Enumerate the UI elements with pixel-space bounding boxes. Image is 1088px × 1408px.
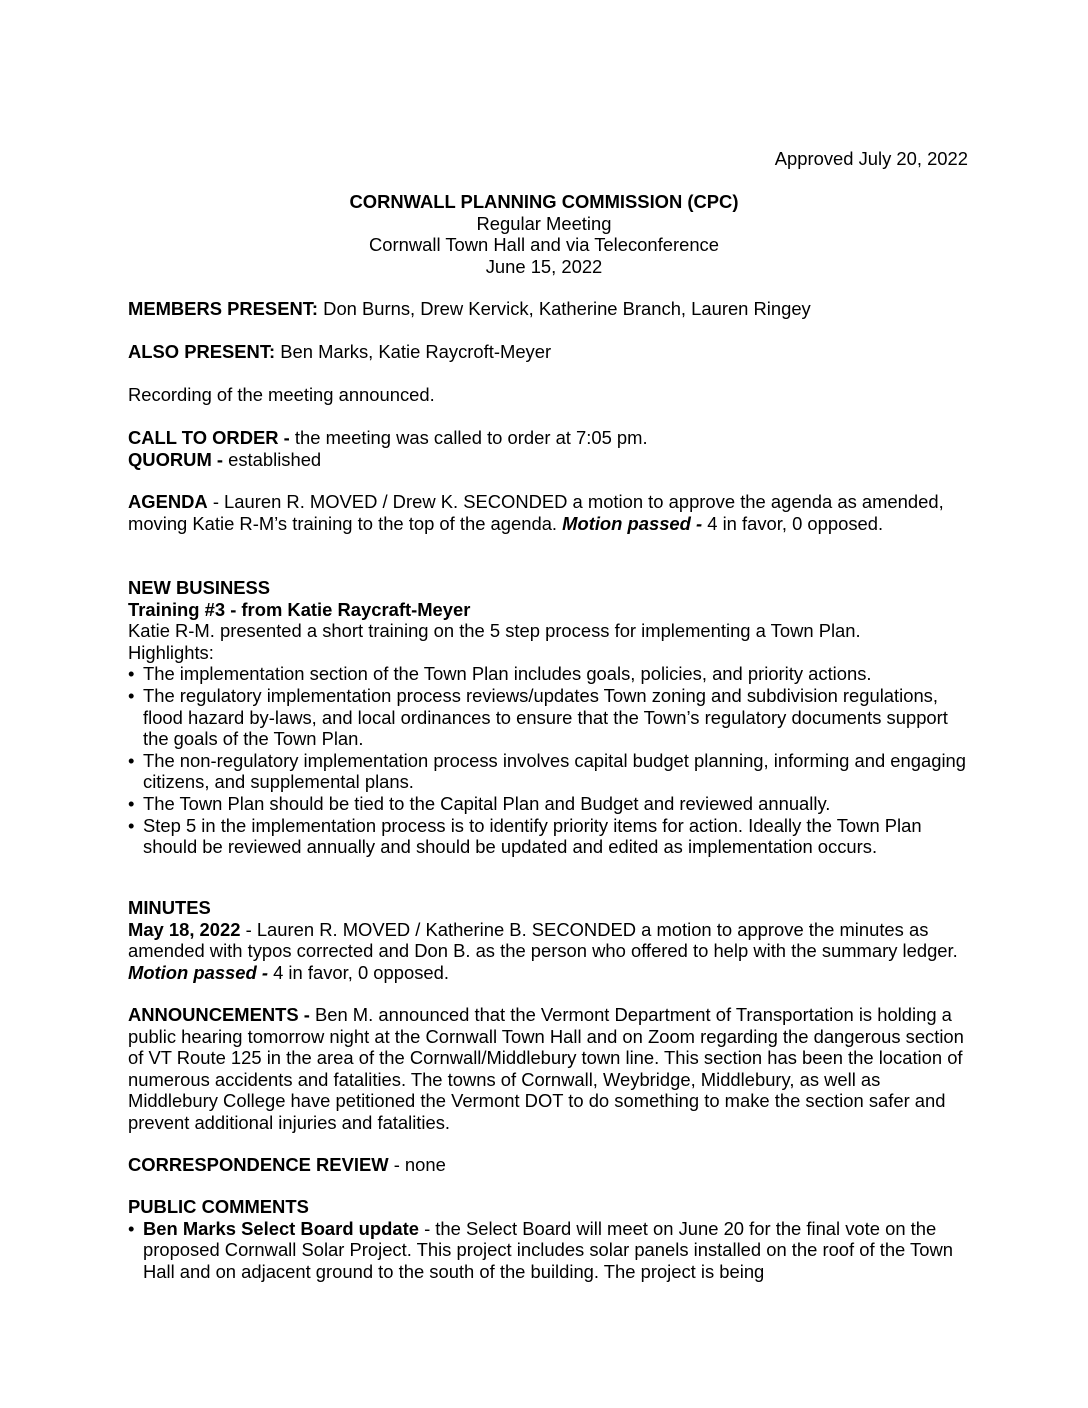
correspondence-label: CORRESPONDENCE REVIEW	[128, 1154, 389, 1175]
minutes-section	[128, 897, 968, 983]
minutes-result: 4 in favor, 0 opposed.	[267, 961, 449, 983]
minutes-date: May 18, 2022	[128, 918, 241, 940]
correspondence-section	[128, 1154, 968, 1176]
call-to-order-text: the meeting was called to order at 7:05 pm.	[289, 427, 648, 448]
training-intro: Katie R-M. presented a short training on the 5 step process for implementing a Town Plan.	[128, 620, 861, 642]
meeting-date: June 15, 2022	[485, 255, 603, 277]
new-business-heading: NEW BUSINESS	[128, 577, 271, 598]
new-business-section	[128, 577, 968, 858]
list-item: • The regulatory implementation process reviews/updates Town zoning and subdivision regulations, flood hazard by-laws, and local ordinances to ensure that the Town’s regulatory documents support the goals of the Town Plan.	[128, 685, 968, 750]
agenda-result: 4 in favor, 0 opposed.	[702, 512, 884, 534]
minutes-text	[128, 919, 968, 984]
quorum	[128, 449, 968, 471]
approval-note: Approved July 20, 2022	[774, 148, 968, 169]
agenda-section	[128, 491, 958, 534]
recording-note: Recording of the meeting announced.	[128, 384, 435, 405]
members-present-label: MEMBERS PRESENT:	[128, 298, 319, 319]
call-to-order	[128, 427, 968, 449]
also-present	[128, 341, 968, 363]
public-comments-list	[128, 1218, 968, 1283]
meeting-location: Cornwall Town Hall and via Teleconference	[369, 234, 719, 256]
agenda-motion: Motion passed -	[562, 512, 703, 534]
highlights-label: Highlights:	[128, 641, 214, 663]
minutes-body: - Lauren R. MOVED / Katherine B. SECONDED a motion to approve the minutes as amended with typos corrected and Don B. as the person who offered to help with the summary ledger.	[128, 918, 958, 962]
members-present	[128, 298, 968, 320]
also-present-text: Ben Marks, Katie Raycroft-Meyer	[275, 341, 552, 362]
members-present-text: Don Burns, Drew Kervick, Katherine Branch, Lauren Ringey	[318, 298, 811, 319]
public-comments-section	[128, 1196, 968, 1282]
agenda-text: - Lauren R. MOVED / Drew K. SECONDED a motion to approve the agenda as amended, moving Katie R-M’s training to the top of the agenda.	[128, 491, 944, 534]
public-comments-heading: PUBLIC COMMENTS	[128, 1196, 309, 1217]
highlights-list	[128, 663, 968, 857]
document-title: CORNWALL PLANNING COMMISSION (CPC)	[349, 191, 739, 212]
document-header	[128, 191, 960, 277]
announcements-text: Ben M. announced that the Vermont Department of Transportation is holding a public hearing tomorrow night at the Cornwall Town Hall and on Zoom regarding the dangerous section of VT Route 125 in the area of the Cornwall/Middlebury town line. This section has been the location of numerous accidents and fatalities. The towns of Cornwall, Weybridge, Middlebury, as well as Middlebury College have petitioned the Vermont DOT to do something to make the section safer and prevent additional injuries and fatalities.	[128, 1004, 964, 1133]
minutes-motion: Motion passed -	[128, 961, 268, 983]
list-item: • Step 5 in the implementation process is to identify priority items for action. Ideally the Town Plan should be reviewed annually and should be updated and edited as implementation occurs.	[128, 815, 968, 858]
comment-text: - the Select Board will meet on June 20 for the final vote on the proposed Cornwall Solar Project. This project includes solar panels installed on the roof of the Town Hall and on adjacent ground to the south of the building. The project is being	[143, 1217, 953, 1282]
agenda-label: AGENDA	[128, 491, 208, 512]
quorum-text: established	[223, 448, 322, 470]
announcements-section	[128, 1004, 968, 1134]
call-to-order-label: CALL TO ORDER -	[128, 427, 290, 448]
minutes-heading: MINUTES	[128, 897, 211, 918]
quorum-label: QUORUM -	[128, 448, 224, 470]
correspondence-text: - none	[388, 1154, 446, 1175]
comment-label: Ben Marks Select Board update	[143, 1217, 419, 1239]
list-item: • The non-regulatory implementation process involves capital budget planning, informing and engaging citizens, and supplemental plans.	[128, 750, 968, 793]
announcements-label: ANNOUNCEMENTS -	[128, 1004, 310, 1025]
list-item	[128, 1218, 968, 1283]
list-item: • The Town Plan should be tied to the Capital Plan and Budget and reviewed annually.	[128, 793, 968, 815]
meeting-type: Regular Meeting	[476, 212, 612, 234]
call-to-order-section	[128, 427, 968, 470]
also-present-label: ALSO PRESENT:	[128, 341, 276, 362]
list-item: • The implementation section of the Town Plan includes goals, policies, and priority actions.	[128, 663, 968, 685]
training-heading: Training #3 - from Katie Raycraft-Meyer	[128, 598, 471, 620]
